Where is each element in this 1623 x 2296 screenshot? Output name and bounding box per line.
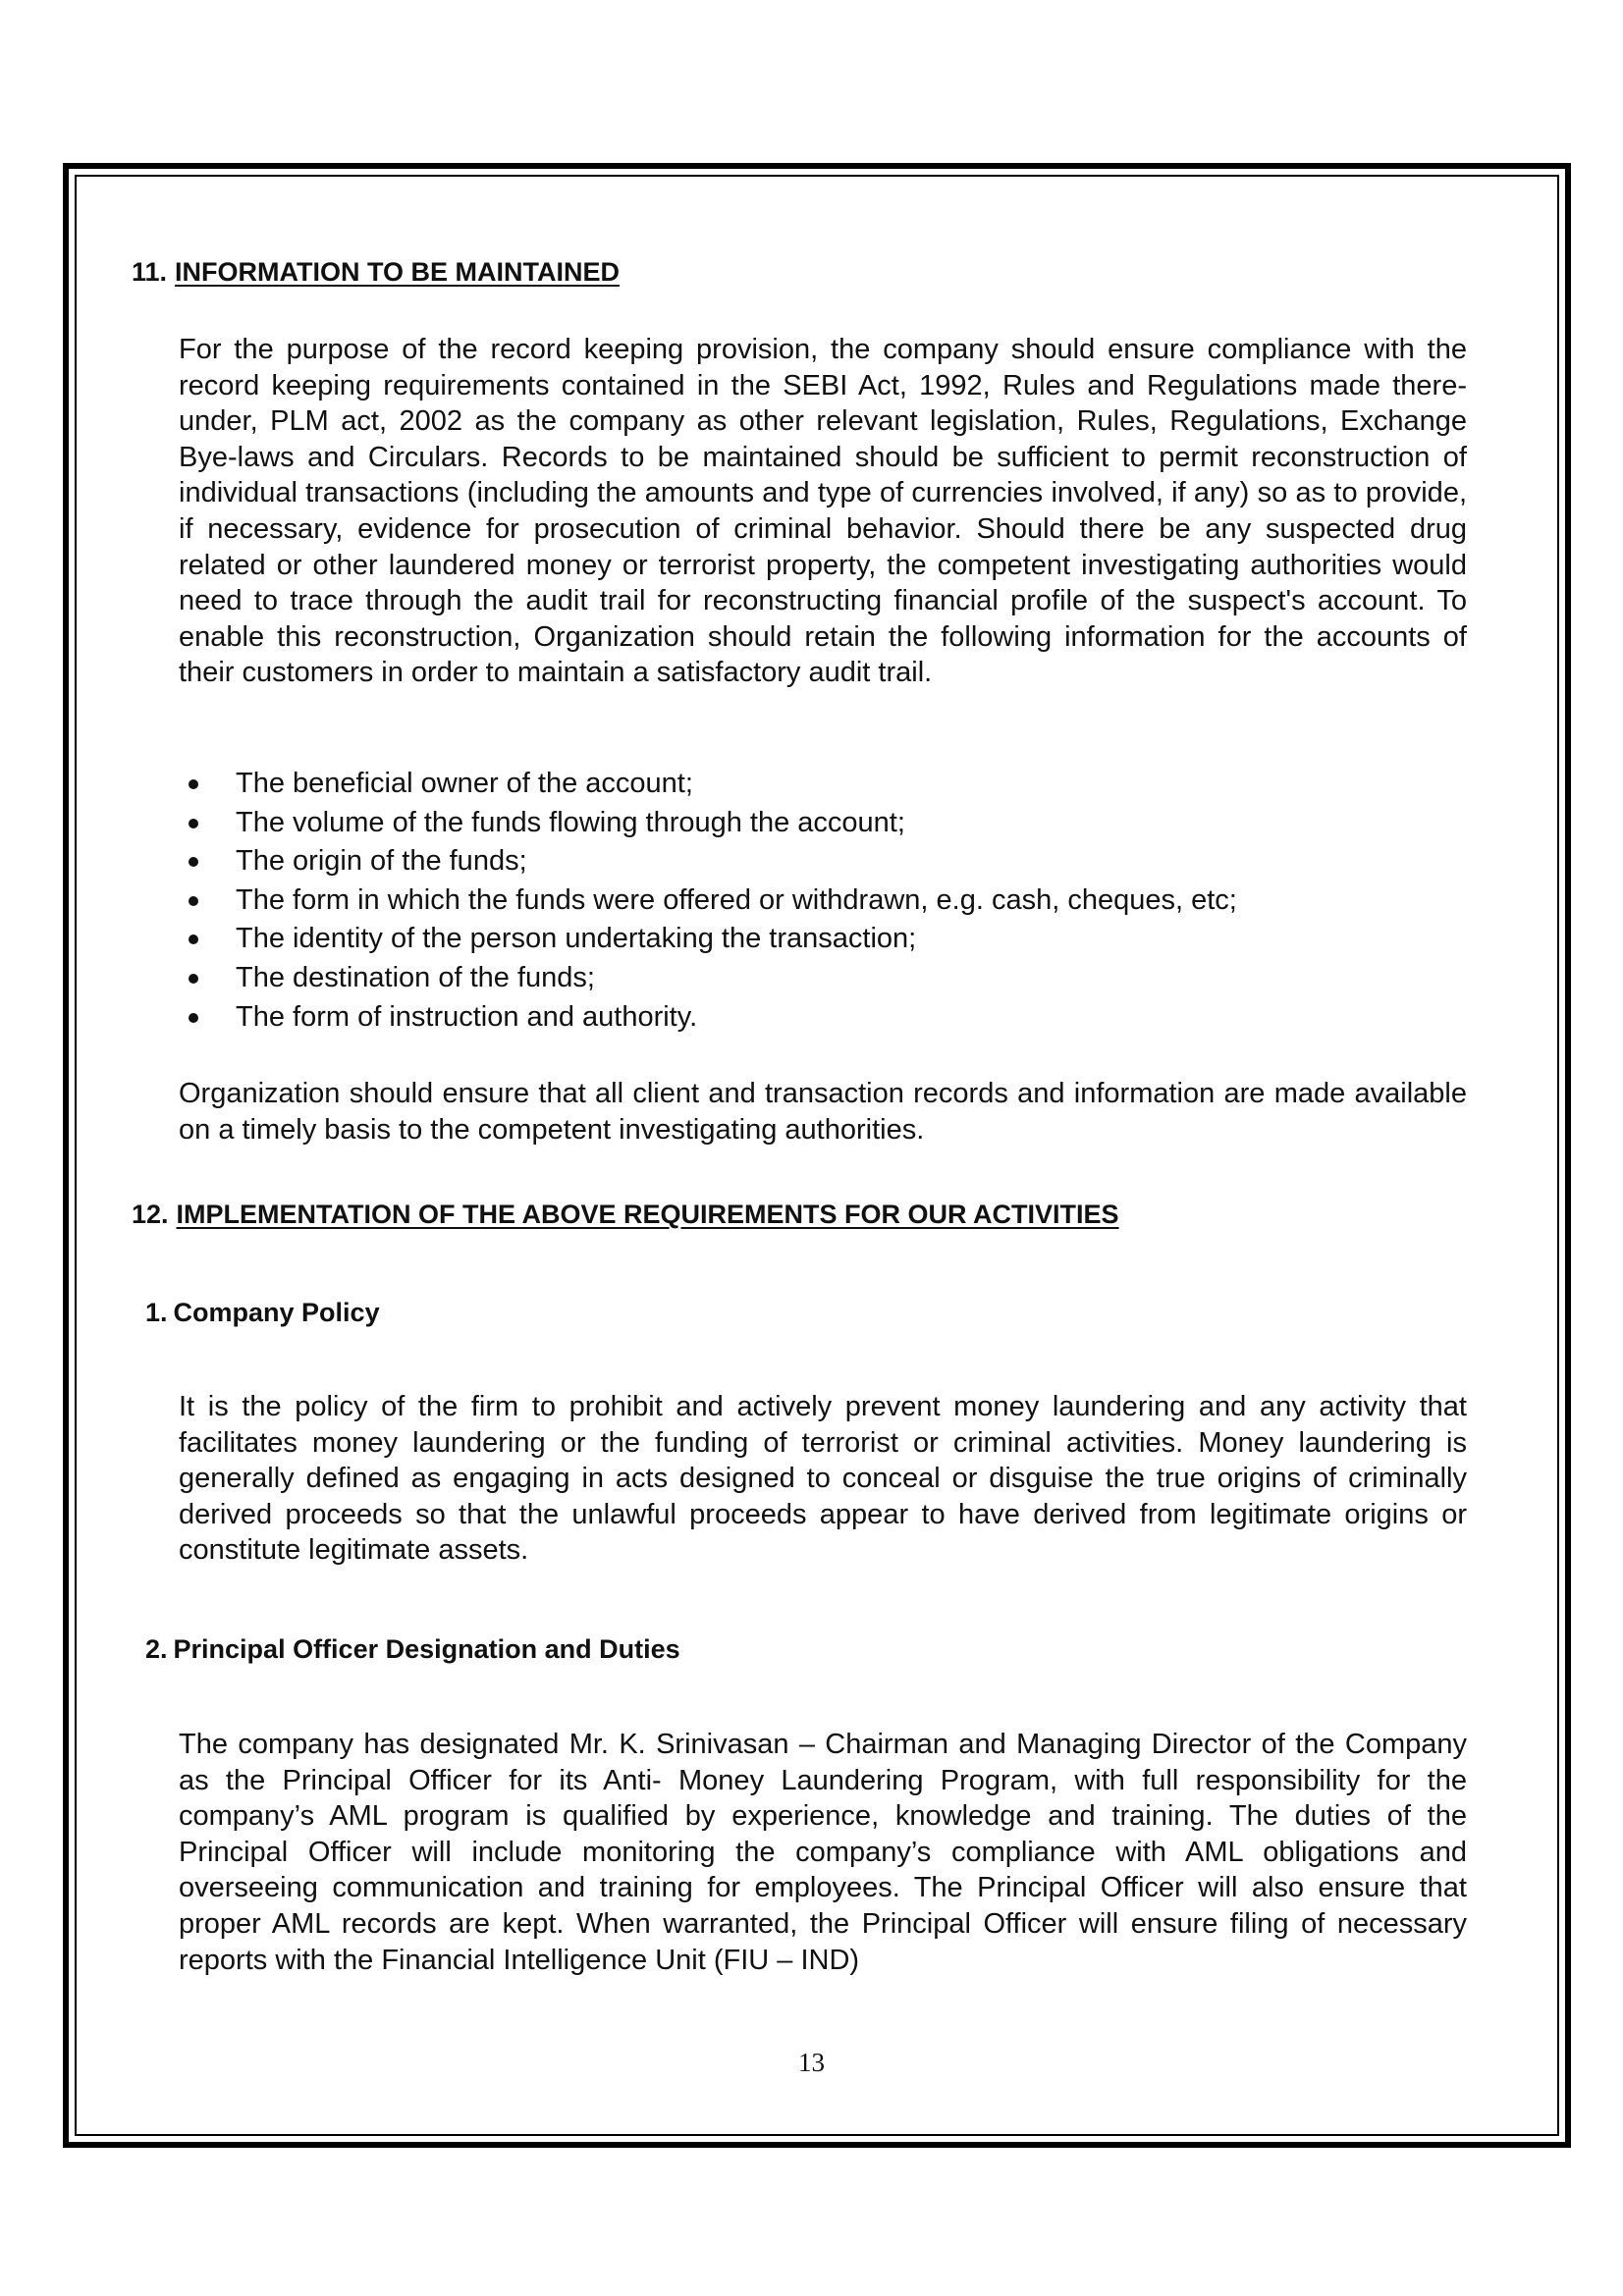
bullet-icon <box>189 974 198 984</box>
list-item: The identity of the person undertaking the transaction; <box>179 920 1467 959</box>
bullet-icon <box>189 819 198 828</box>
bullet-icon <box>189 857 198 867</box>
subsection-1-paragraph: It is the policy of the firm to prohibit and actively prevent money laundering and any activity that facilitates money laundering or the funding of terrorist or criminal activities. Money laundering is generally defined as engaging in acts designed to conceal or disguise the true origins of criminally derived proceeds so that the unlawful proceeds appear to have derived from legitimate origins or constitute legitimate assets. <box>179 1391 1467 1567</box>
section-11-paragraph-1: For the purpose of the record keeping provision, the company should ensure compliance with the record keeping requirements contained in the SEBI Act, 1992, Rules and Regulations made there-under, PLM act, 2002 as the company as other relevant legislation, Rules, Regulations, Exchange Bye-laws and Circulars. Records to be maintained should be sufficient to permit reconstruction of individual transactions (including the amounts and type of currencies involved, if any) so as to provide, if necessary, evidence for prosecution of criminal behavior. Should there be any suspected drug related or other laundered money or terrorist property, the competent investigating authorities would need to trace through the audit trail for reconstructing financial profile of the suspect's account. To enable this reconstruction, Organization should retain the following information for the accounts of their customers in order to maintain a satisfactory audit trail. <box>179 334 1467 689</box>
subsection-1-number: 1. <box>145 1298 168 1327</box>
section-11-title: INFORMATION TO BE MAINTAINED <box>175 257 621 287</box>
subsection-1-heading <box>145 1298 380 1328</box>
list-item: The form in which the funds were offered or withdrawn, e.g. cash, cheques, etc; <box>179 881 1467 921</box>
bullet-icon <box>189 1013 198 1023</box>
section-12-number: 12. <box>132 1200 169 1229</box>
subsection-1-title: Company Policy <box>173 1298 380 1327</box>
bullet-icon <box>189 896 198 906</box>
list-item: The form of instruction and authority. <box>179 998 1467 1038</box>
subsection-2-heading <box>145 1634 680 1665</box>
section-11-heading <box>132 257 620 288</box>
list-item: The beneficial owner of the account; <box>179 765 1467 804</box>
list-item: The destination of the funds; <box>179 959 1467 998</box>
section-12-title: IMPLEMENTATION OF THE ABOVE REQUIREMENTS FOR OUR ACTIVITIES <box>176 1200 1119 1229</box>
list-item: The origin of the funds; <box>179 842 1467 881</box>
section-11-number: 11. <box>132 257 168 287</box>
subsection-2-paragraph: The company has designated Mr. K. Srinivasan – Chairman and Managing Director of the Company as the Principal Officer for its Anti- Money Laundering Program, with full responsibility for the company’s AML program is qualified by experience, knowledge and training. The duties of the Principal Officer will include monitoring the company’s compliance with AML obligations and overseeing communication and training for employees. The Principal Officer will also ensure that proper AML records are kept. When warranted, the Principal Officer will ensure filing of necessary reports with the Financial Intelligence Unit (FIU – IND) <box>179 1729 1467 1976</box>
list-item: The volume of the funds flowing through the account; <box>179 804 1467 843</box>
bullet-icon <box>189 934 198 944</box>
subsection-2-number: 2. <box>145 1634 168 1664</box>
subsection-2-title: Principal Officer Designation and Duties <box>173 1634 680 1664</box>
page-number: 13 <box>798 2048 825 2077</box>
bullet-icon <box>189 779 198 789</box>
section-12-heading <box>132 1200 1119 1230</box>
section-11-bullet-list <box>179 765 1467 1037</box>
section-11-paragraph-2: Organization should ensure that all client and transaction records and information are made available on a timely basis to the competent investigating authorities. <box>179 1078 1467 1146</box>
